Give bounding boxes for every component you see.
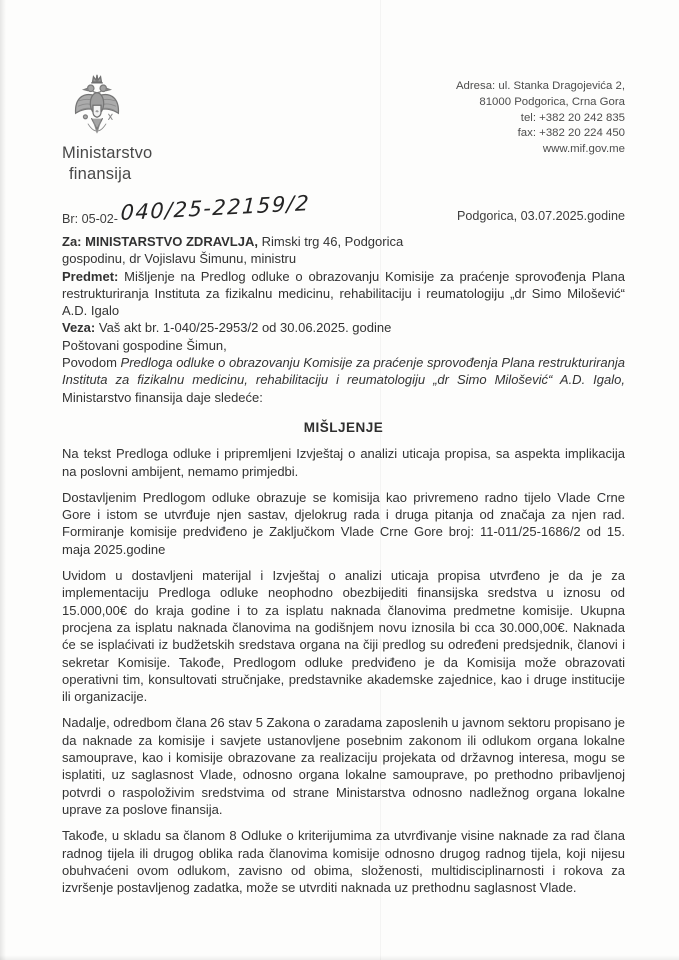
reference-label: Br: 05-02- [62,212,118,226]
intro-suffix: Ministarstvo finansija daje sledeće: [62,389,263,405]
recipient-address: Rimski trg 46, Podgorica [257,234,404,249]
salutation: Poštovani gospodine Šimun, [62,337,227,353]
reference-row [62,190,625,233]
letterhead [62,74,625,185]
recipient-org: MINISTARSTVO ZDRAVLJA, [85,234,258,249]
org-name-line1: Ministarstvo [62,144,153,162]
coat-of-arms-icon [70,74,124,140]
address-line: fax: +382 20 224 450 [517,127,625,140]
place-and-date: Podgorica, 03.07.2025.godine [456,209,625,223]
attention-line: gospodinu, dr Vojislavu Šimunu, ministru [62,251,297,267]
paragraph-3: Uvidom u dostavljeni materijal i Izvještaj o analizi uticaja propisa utvrđeno je da je za implementaciju Predloga odluke neophodno obezbijediti finansijska sredstva u iznosu od 15.000,00€ do kraja godine i to za isplatu naknada članovima predmetne komisije. Ukupna procjena za isplatu naknada članovima na godišnjem novu iznosila bi cca 30.000,00€. Naknada će se isplaćivati iz budžetskih sredstava organa na čiji predlog su određeni predsjednik, članovi i sekretar Komisije. Takođe, Predlogom odluke predviđeno je da Komisija može obrazovati operativni tim, konsultovati stručnjake, predstavnike akademske zajednice, kao i druge institucije ili organizacije. [62,568,625,705]
address-block [456,79,625,158]
recipient-line [62,233,625,250]
subject-line [62,268,625,320]
related-act-line [62,319,625,336]
subject-text: Mišljenje na Predlog odluke o obrazovanju Komisije za praćenje sprovođenja Plana restrukturiranja Instituta za fizikalnu medicinu, rehabilitaciju i reumatologiju „dr Simo Milošević“ A.D. Igalo [62,268,625,319]
related-act-text: Vaš akt br. 1-040/25-2953/2 od 30.06.2025. godine [98,320,392,336]
org-name [62,143,242,185]
letter-body [62,233,625,896]
intro-prefix: Povodom [62,355,121,371]
paragraph-1: Na tekst Predloga odluke i pripremljeni Izvještaj o analizi uticaja propisa, sa aspekta implikacija na poslovni ambijent, nemamo primjedbi. [62,446,625,479]
org-name-line2: finansija [69,165,132,183]
address-line: Adresa: ul. Stanka Dragojevića 2, [455,80,625,92]
intro-paragraph [62,354,625,406]
paragraph-2: Dostavljenim Predlogom odluke obrazuje se komisija kao privremeno radno tijelo Vlade Crne Gore i istom se utvrđuje njen sastav, djelokrug rada i druga pitanja od značaja za njen rad. Formiranje komisije predviđeno je Zaključkom Vlade Crne Gore broj: 11-011/25-1686/2 od 15. maja 2025.godine [62,489,625,557]
to-label: Za: [62,234,86,249]
website-text: www.mif.gov.me [542,143,625,156]
intro-italic-title: Predloga odluke o obrazovanju Komisije za praćenje sprovođenja Plana restrukturiranja Instituta za fizikalnu medicinu, rehabilitaciju i reumatologiju „dr Simo Milošević“ A.D. Igalo, [62,355,625,388]
address-line: tel: +382 20 242 835 [520,111,625,124]
address-line: 81000 Podgorica, Crna Gora [479,95,625,108]
handwritten-reference-number: 040/25-22159/2 [120,190,311,225]
ministry-logo-block [62,74,242,185]
paragraph-4: Nadalje, odredbom člana 26 stav 5 Zakona o zaradama zaposlenih u javnom sektoru propisano je da naknade za komisije i savjete ustanovljene posebnim zakonom ili odlukom organa lokalne samouprave, kao i komisije obrazovane za realizaciju projekata od državnog interesa, mogu se isplatiti, uz saglasnost Vlade, odnosno organa lokalne samouprave, po prethodno pribavljenoj potvrdi o raspoloživim sredstvima od strane Ministarstva odnosno nadležnog organa lokalne uprave za poslove finansija. [62,715,625,817]
related-act-label: Veza: [62,320,99,336]
opinion-heading: MIŠLJENJE [303,419,384,435]
reference-number [62,190,311,228]
paragraph-5: Takođe, u skladu sa članom 8 Odluke o kriterijumima za utvrđivanje visine naknade za rad člana radnog tijela ili drugog oblika rada članovima komisije odnosno drugog radnog tijela, koji nijesu obuhvaćeni ovom odlukom, zavisno od obima, složenosti, multidisciplinarnosti i rokova za izvršenje postavljenog zadatka, može se utvrditi naknada uz prethodnu saglasnost Vlade. [62,828,625,896]
subject-label: Predmet: [62,268,125,284]
